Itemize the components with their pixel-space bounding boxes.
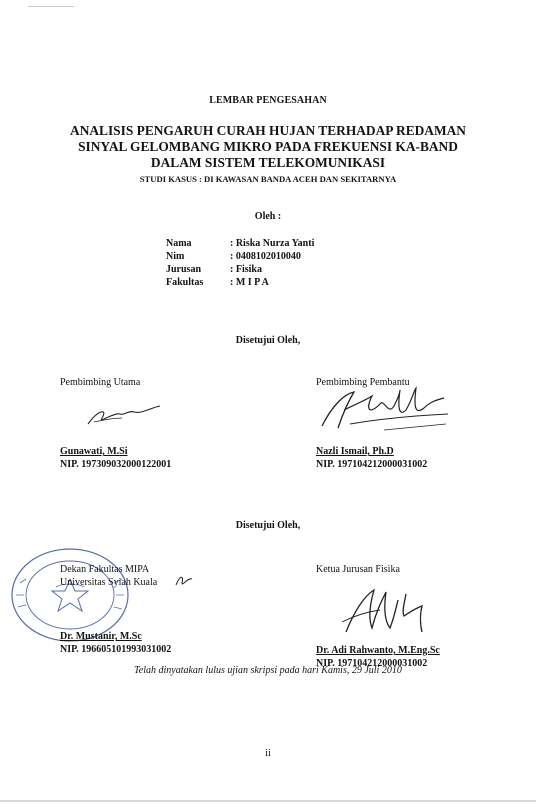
supervisor-main-role [60,376,140,389]
scan-edge [0,800,536,802]
field-value: : M I P A [230,277,269,288]
signature-icon [174,573,194,589]
page-title: LEMBAR PENGESAHAN [209,95,327,106]
field-label: Nama [166,238,192,249]
supervisor-main [60,445,171,471]
case-study: STUDI KASUS : DI KAWASAN BANDA ACEH DAN SEKITARNYA [139,174,397,184]
field-value: : 0408102010040 [230,251,301,262]
signature-icon [314,386,454,436]
role-label: Pembimbing Pembantu [316,377,410,388]
field-label: Jurusan [166,264,202,275]
scan-mark [28,6,74,7]
role-label: Ketua Jurusan Fisika [316,564,400,575]
thesis-title-line: ANALISIS PENGARUH CURAH HUJAN TERHADAP REDAMAN [70,123,466,138]
field-label: Fakultas [166,277,204,288]
graduation-statement: Telah dinyatakan lulus ujian skripsi pada hari Kamis, 29 Juli 2010 [134,665,402,676]
signer-name: Gunawati, M.Si [60,446,128,457]
thesis-title-line: SINYAL GELOMBANG MIKRO PADA FREKUENSI KA-BAND [78,139,458,154]
approval-heading: Disetujui Oleh, [235,520,301,531]
thesis-title-line: DALAM SISTEM TELEKOMUNIKASI [150,155,386,170]
field-value: : Riska Nurza Yanti [230,238,315,249]
author-info [166,237,314,289]
role-label: Universitas Syiah Kuala [60,577,158,588]
signer-nip: NIP. 197309032000122001 [60,459,172,470]
dean-role [60,563,157,589]
role-label: Pembimbing Utama [60,377,141,388]
author-field-name [166,237,314,250]
field-label: Nim [166,251,185,262]
role-label: Dekan Fakultas MIPA [60,564,150,575]
signer-name: Dr. Adi Rahwanto, M.Eng.Sc [316,645,440,656]
university-seal-stamp [6,543,146,643]
supervisor-assistant [316,445,427,471]
signer-nip: NIP. 196605101993031002 [60,644,172,655]
page-number: ii [265,748,271,759]
signature-icon [340,582,440,638]
author-field-faculty [166,276,314,289]
signer-nip: NIP. 197104212000031002 [316,658,428,669]
by-label: Oleh : [254,211,282,222]
approval-heading: Disetujui Oleh, [235,335,301,346]
dean [60,630,171,656]
thesis-title [0,123,536,171]
head-of-department-role [316,563,400,576]
author-field-department [166,263,314,276]
author-field-nim [166,250,314,263]
signer-name: Nazli Ismail, Ph.D [316,446,394,457]
signer-nip: NIP. 197104212000031002 [316,459,428,470]
field-value: : Fisika [230,264,262,275]
signature-icon [84,402,164,428]
signer-name: Dr. Mustanir, M.Sc [60,631,142,642]
